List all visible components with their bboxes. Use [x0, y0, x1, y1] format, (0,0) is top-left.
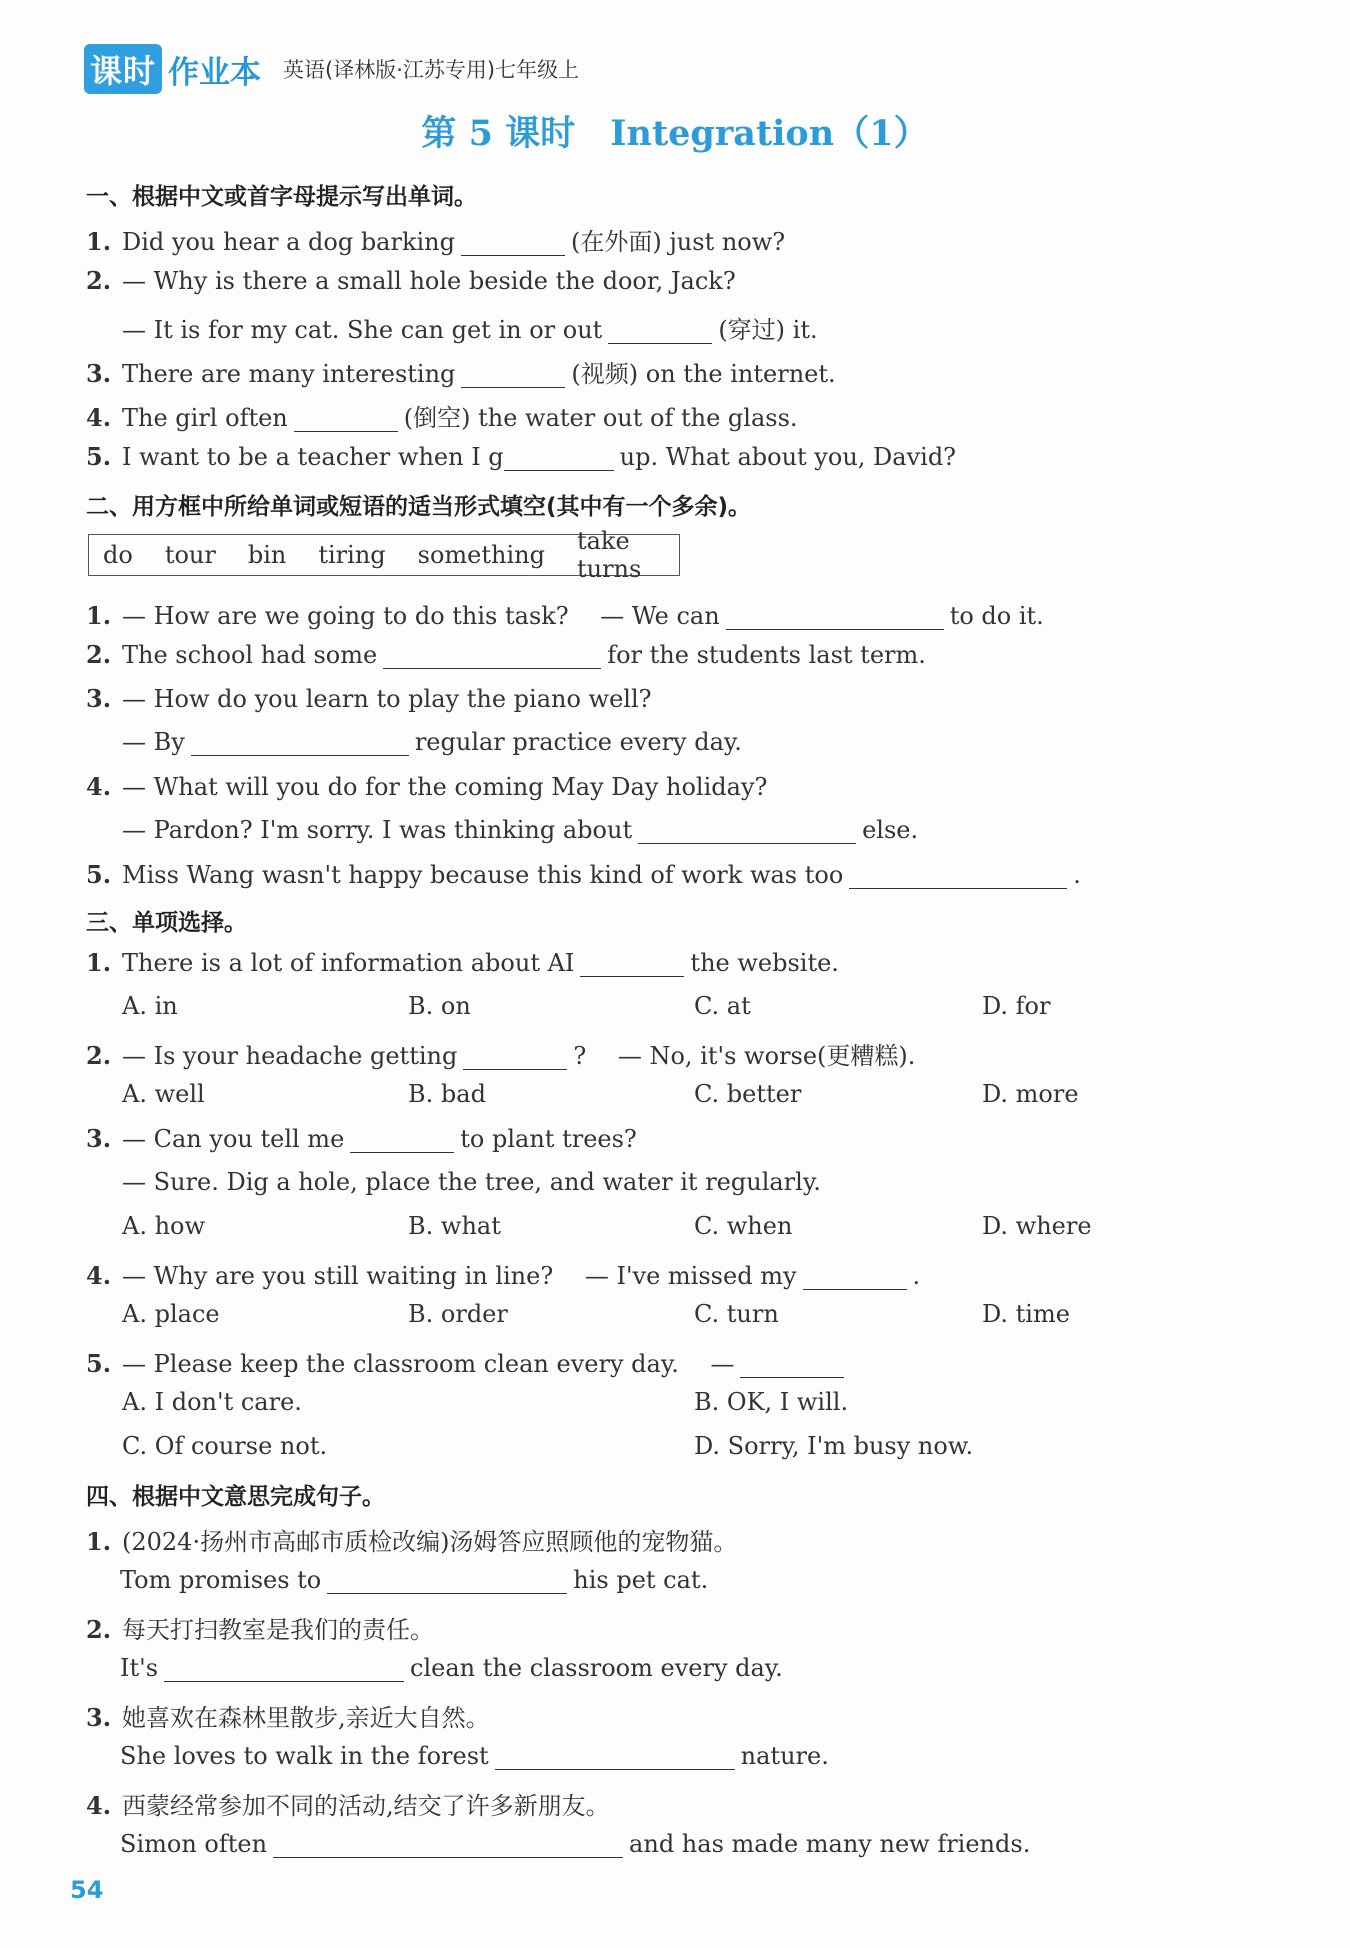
answer-blank[interactable] — [461, 231, 565, 256]
answer-blank[interactable] — [164, 1657, 404, 1682]
answer-blank[interactable] — [849, 864, 1067, 889]
option-b[interactable]: B. bad — [408, 1080, 486, 1108]
s1-item3: 3. There are many interesting (视频) on the internet. — [86, 359, 836, 388]
option-b[interactable]: B. order — [408, 1300, 508, 1328]
word-option: tour — [164, 541, 216, 569]
word-option: do — [103, 541, 133, 569]
answer-blank[interactable] — [504, 446, 614, 471]
answer-blank[interactable] — [273, 1833, 623, 1858]
s3-q5: 5. — Please keep the classroom clean every day. — — [86, 1344, 850, 1379]
answer-blank[interactable] — [350, 1128, 454, 1153]
answer-blank[interactable] — [803, 1265, 907, 1290]
answer-blank[interactable] — [463, 1045, 567, 1070]
word-option: tiring — [318, 541, 386, 569]
section4-heading: 四、根据中文意思完成句子。 — [86, 1484, 385, 1510]
lesson-title: 第 5 课时 Integration（1） — [421, 113, 929, 154]
answer-blank[interactable] — [580, 952, 684, 977]
option-c[interactable]: C. Of course not. — [122, 1432, 328, 1460]
answer-blank[interactable] — [461, 363, 565, 388]
s2-item1: 1. — How are we going to do this task? — We can to do it. — [86, 601, 1044, 630]
option-a[interactable]: A. how — [122, 1212, 206, 1240]
s1-item2-reply: — It is for my cat. She can get in or out (穿过) it. — [122, 316, 818, 344]
s2-item2: 2. The school had some for the students last term. — [86, 640, 926, 669]
option-c[interactable]: C. when — [694, 1212, 793, 1240]
s4-item3-en: She loves to walk in the forest nature. — [120, 1742, 829, 1770]
section2-heading: 二、用方框中所给单词或短语的适当形式填空(其中有一个多余)。 — [86, 494, 752, 520]
s3-q3: 3. — Can you tell me to plant trees? — [86, 1124, 637, 1153]
logo-part1: 课时 — [84, 44, 162, 94]
word-option: something — [417, 541, 545, 569]
section1-heading: 一、根据中文或首字母提示写出单词。 — [86, 184, 477, 210]
s4-item3-cn: 3. 她喜欢在森林里散步,亲近大自然。 — [86, 1703, 490, 1732]
answer-blank[interactable] — [294, 407, 398, 432]
s4-item1-en: Tom promises to his pet cat. — [120, 1566, 709, 1594]
option-d[interactable]: D. more — [982, 1080, 1079, 1108]
option-d[interactable]: D. time — [982, 1300, 1070, 1328]
option-b[interactable]: B. on — [408, 992, 471, 1020]
s4-item1-cn: 1. (2024·扬州市高邮市质检改编)汤姆答应照顾他的宠物猫。 — [86, 1527, 738, 1556]
book-title: 英语(译林版·江苏专用)七年级上 — [283, 58, 580, 82]
answer-blank[interactable] — [495, 1745, 735, 1770]
s2-item5: 5. Miss Wang wasn't happy because this kind of work was too . — [86, 860, 1081, 889]
option-b[interactable]: B. OK, I will. — [694, 1388, 849, 1416]
word-option: take turns — [576, 527, 642, 583]
s4-item4-en: Simon often and has made many new friends. — [120, 1830, 1031, 1858]
section3-heading: 三、单项选择。 — [86, 910, 247, 936]
option-c[interactable]: C. better — [694, 1080, 802, 1108]
word-option: bin — [247, 541, 287, 569]
s3-q4: 4. — Why are you still waiting in line? — I've missed my . — [86, 1261, 921, 1290]
s2-item3-reply: — By regular practice every day. — [122, 728, 742, 756]
option-a[interactable]: A. I don't care. — [122, 1388, 302, 1416]
s4-item4-cn: 4. 西蒙经常参加不同的活动,结交了许多新朋友。 — [86, 1791, 610, 1820]
word-box — [88, 527, 680, 583]
answer-blank[interactable] — [740, 1353, 844, 1378]
option-a[interactable]: A. in — [122, 992, 178, 1020]
option-d[interactable]: D. where — [982, 1212, 1092, 1240]
option-b[interactable]: B. what — [408, 1212, 501, 1240]
page-number: 54 — [70, 1876, 104, 1904]
page-header — [84, 44, 579, 94]
book-logo — [84, 44, 261, 94]
option-c[interactable]: C. turn — [694, 1300, 779, 1328]
s3-q3-line2: — Sure. Dig a hole, place the tree, and water it regularly. — [122, 1168, 821, 1196]
logo-part2: 作业本 — [168, 54, 262, 91]
answer-blank[interactable] — [726, 605, 944, 630]
s1-item2: 2. — Why is there a small hole beside the door, Jack? — [86, 266, 736, 295]
s2-item3: 3. — How do you learn to play the piano well? — [86, 684, 652, 713]
answer-blank[interactable] — [191, 731, 409, 756]
answer-blank[interactable] — [327, 1569, 567, 1594]
option-c[interactable]: C. at — [694, 992, 751, 1020]
option-a[interactable]: A. place — [122, 1300, 220, 1328]
option-d[interactable]: D. for — [982, 992, 1051, 1020]
s4-item2-en: It's clean the classroom every day. — [120, 1654, 783, 1682]
s2-item4-reply: — Pardon? I'm sorry. I was thinking about else. — [122, 816, 919, 844]
answer-blank[interactable] — [638, 819, 856, 844]
s1-item4: 4. The girl often (倒空) the water out of the glass. — [86, 403, 798, 432]
option-d[interactable]: D. Sorry, I'm busy now. — [694, 1432, 974, 1460]
answer-blank[interactable] — [608, 319, 712, 344]
s1-item1: 1. Did you hear a dog barking (在外面) just now? — [86, 227, 786, 256]
s4-item2-cn: 2. 每天打扫教室是我们的责任。 — [86, 1615, 434, 1644]
answer-blank[interactable] — [383, 644, 601, 669]
option-a[interactable]: A. well — [122, 1080, 205, 1108]
s2-item4: 4. — What will you do for the coming May Day holiday? — [86, 772, 768, 801]
s3-q2: 2. — Is your headache getting ? — No, it's worse(更糟糕). — [86, 1041, 916, 1070]
s3-q1: 1. There is a lot of information about AI the website. — [86, 948, 839, 977]
s1-item5: 5. I want to be a teacher when I g up. What about you, David? — [86, 442, 957, 471]
